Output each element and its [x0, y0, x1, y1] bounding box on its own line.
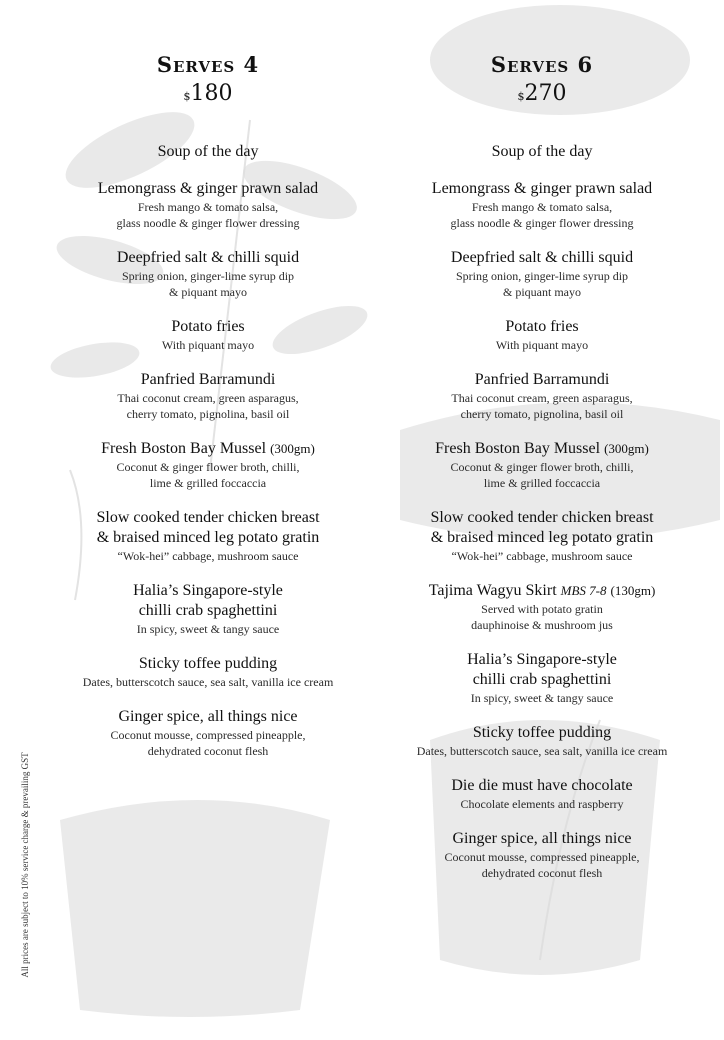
- menu-item-name: Ginger spice, all things nice: [452, 830, 632, 847]
- menu-item-description: With piquant mayo: [495, 338, 589, 352]
- menu-item-grade: MBS 7-8: [560, 583, 607, 598]
- menu-item: [53, 581, 363, 637]
- menu-item-description: Spring onion, ginger-lime syrup dip & piquant mayo: [121, 269, 295, 299]
- menu-item-description: In spicy, sweet & tangy sauce: [136, 622, 280, 636]
- menu-item-name: Lemongrass & ginger prawn salad: [431, 180, 653, 197]
- serves-4-menu-items: [53, 142, 363, 759]
- menu-item-name: Panfried Barramundi: [474, 371, 610, 388]
- menu-item-description: Chocolate elements and raspberry: [460, 797, 624, 811]
- menu-item-weight: (130gm): [610, 583, 656, 598]
- serves-6-price: [387, 81, 697, 106]
- menu-item: [387, 508, 697, 564]
- menu-item: [387, 179, 697, 231]
- menu-item-description: Fresh mango & tomato salsa, glass noodle & ginger flower dressing: [450, 200, 634, 230]
- menu-item-name: Ginger spice, all things nice: [118, 708, 298, 725]
- currency-symbol: $: [183, 90, 191, 103]
- menu-item-description: Coconut & ginger flower broth, chilli, lime & grilled foccaccia: [116, 460, 300, 490]
- menu-item-description: Spring onion, ginger-lime syrup dip & piquant mayo: [455, 269, 629, 299]
- menu-item: [387, 581, 697, 633]
- menu-item-description: Dates, butterscotch sauce, sea salt, vanilla ice cream: [416, 744, 668, 758]
- menu-item-description: Thai coconut cream, green asparagus, cherry tomato, pignolina, basil oil: [117, 391, 299, 421]
- menu-item: [53, 508, 363, 564]
- serves-6-column: [387, 0, 697, 898]
- serves-4-column: [53, 0, 363, 776]
- menu-item: [387, 142, 697, 162]
- menu-item: [387, 723, 697, 759]
- menu-item-name: Potato fries: [171, 318, 245, 335]
- menu-item-name: Tajima Wagyu Skirt MBS 7-8 (130gm): [428, 582, 656, 599]
- menu-item-weight: (300gm): [604, 441, 649, 456]
- menu-item-name: Deepfried salt & chilli squid: [450, 249, 634, 266]
- currency-symbol: $: [517, 90, 525, 103]
- menu-item-description: “Wok-hei” cabbage, mushroom sauce: [451, 549, 633, 563]
- menu-item: [387, 776, 697, 812]
- menu-item-name: Slow cooked tender chicken breast & braised minced leg potato gratin: [96, 509, 320, 546]
- menu-item: [53, 142, 363, 162]
- menu-item: [53, 248, 363, 300]
- menu-item-name: Soup of the day: [491, 143, 593, 160]
- menu-item-description: In spicy, sweet & tangy sauce: [470, 691, 614, 705]
- menu-item: [53, 317, 363, 353]
- menu-item-description: Dates, butterscotch sauce, sea salt, vanilla ice cream: [82, 675, 334, 689]
- serves-6-heading: Serves 6: [490, 52, 594, 77]
- menu-item-name: Sticky toffee pudding: [138, 655, 278, 672]
- menu-item-description: Coconut mousse, compressed pineapple, dehydrated coconut flesh: [444, 850, 640, 880]
- menu-item: [53, 179, 363, 231]
- price-value: 180: [190, 81, 233, 106]
- menu-item-description: Fresh mango & tomato salsa, glass noodle & ginger flower dressing: [116, 200, 300, 230]
- menu-item-description: Coconut mousse, compressed pineapple, dehydrated coconut flesh: [110, 728, 306, 758]
- menu-item-name: Soup of the day: [157, 143, 259, 160]
- menu-item-description: “Wok-hei” cabbage, mushroom sauce: [117, 549, 299, 563]
- menu-item-description: With piquant mayo: [161, 338, 255, 352]
- menu-item-name: Lemongrass & ginger prawn salad: [97, 180, 319, 197]
- menu-item-name: Halia’s Singapore-style chilli crab spaghettini: [467, 651, 617, 688]
- serves-6-menu-items: [387, 142, 697, 881]
- menu-item: [53, 439, 363, 491]
- menu-item-name: Fresh Boston Bay Mussel (300gm): [435, 440, 649, 457]
- serves-4-price: [53, 81, 363, 106]
- menu-item: [387, 370, 697, 422]
- menu-item-name: Sticky toffee pudding: [472, 724, 612, 741]
- menu-item: [387, 248, 697, 300]
- menu-item-description: Served with potato gratin dauphinoise & mushroom jus: [471, 602, 613, 632]
- menu-item-description: Thai coconut cream, green asparagus, cherry tomato, pignolina, basil oil: [451, 391, 633, 421]
- menu-item-name: Fresh Boston Bay Mussel (300gm): [101, 440, 315, 457]
- menu-item: [53, 707, 363, 759]
- menu-item-name: Panfried Barramundi: [140, 371, 276, 388]
- menu-item-name: Die die must have chocolate: [451, 777, 633, 794]
- menu-item-name: Halia’s Singapore-style chilli crab spaghettini: [133, 582, 283, 619]
- menu-item: [387, 829, 697, 881]
- menu-item-name: Deepfried salt & chilli squid: [116, 249, 300, 266]
- serves-4-heading: Serves 4: [156, 52, 260, 77]
- menu-item-weight: (300gm): [270, 441, 315, 456]
- menu-item-description: Coconut & ginger flower broth, chilli, lime & grilled foccaccia: [450, 460, 634, 490]
- price-footnote: All prices are subject to 10% service charge & prevailing GST: [20, 752, 30, 978]
- menu-item-name: Potato fries: [505, 318, 579, 335]
- menu-item-name: Slow cooked tender chicken breast & braised minced leg potato gratin: [430, 509, 654, 546]
- menu-item: [53, 370, 363, 422]
- menu-item: [53, 654, 363, 690]
- menu-item: [387, 439, 697, 491]
- price-value: 270: [524, 81, 567, 106]
- menu-item: [387, 317, 697, 353]
- menu-item: [387, 650, 697, 706]
